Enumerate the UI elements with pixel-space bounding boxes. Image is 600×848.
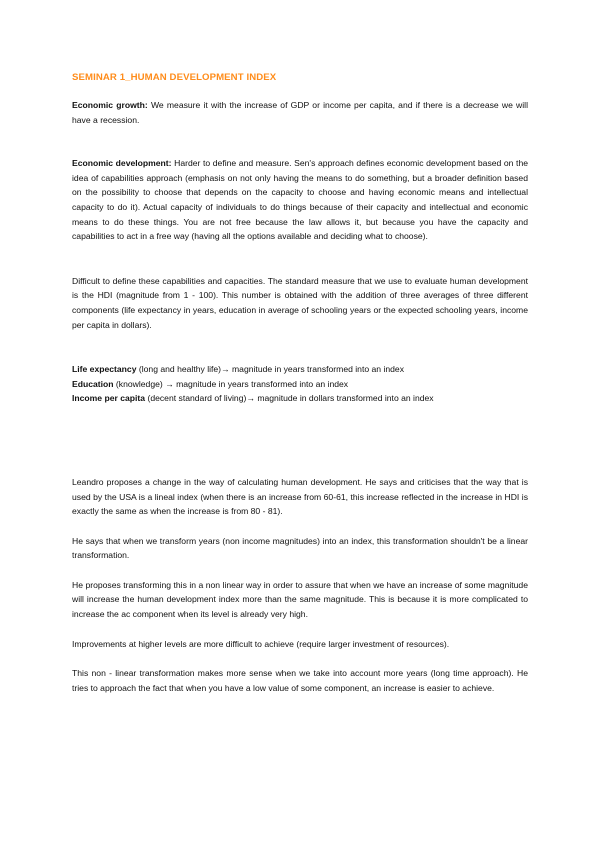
improvements-paragraph: Improvements at higher levels are more difficult to achieve (require larger investment of resources). xyxy=(72,638,450,649)
economic-development-paragraph xyxy=(72,156,528,244)
non-linear-proposal-paragraph: He proposes transforming this in a non linear way in order to assure that when we have an increase of some magnitude will increase the human development index more than the same magnitude. This is because it is more complicated to increase the ac component when its level is already very high. xyxy=(72,579,528,620)
component-education xyxy=(72,377,528,392)
component-income-per-capita xyxy=(72,391,528,406)
component-text: (knowledge) → magnitude in years transformed into an index xyxy=(113,378,349,389)
economic-growth-paragraph xyxy=(72,98,528,127)
non-income-transformation-paragraph: He says that when we transform years (non income magnitudes) into an index, this transformation shouldn't be a linear transformation. xyxy=(72,535,528,561)
document-title: SEMINAR 1_HUMAN DEVELOPMENT INDEX xyxy=(72,72,277,83)
economic-growth-term: Economic growth: xyxy=(72,100,148,110)
component-term: Income per capita xyxy=(72,393,146,404)
economic-growth-text: We measure it with the increase of GDP or income per capita, and if there is a decrease we will have a recession. xyxy=(72,100,528,125)
component-term: Life expectancy xyxy=(72,364,137,375)
components-list xyxy=(72,362,528,406)
leandro-proposal-paragraph: Leandro proposes a change in the way of calculating human development. He says and criticises that the way that is used by the USA is a lineal index (when there is an increase from 60-61, this increase reflected in the increase in HDI is exactly the same as when the increase is from 80 - 81). xyxy=(72,476,528,517)
difficulty-paragraph: Difficult to define these capabilities and capacities. The standard measure that we use to evaluate human development is the HDI (magnitude from 1 - 100). This number is obtained with the addition of three averages of three different components (life expectancy in years, education in average of schooling years or the expected schooling years, income per capita in dollars). xyxy=(72,275,528,330)
component-life-expectancy xyxy=(72,362,528,377)
economic-development-term: Economic development: xyxy=(72,158,172,169)
component-text: (long and healthy life)→ magnitude in years transformed into an index xyxy=(136,364,404,375)
economic-development-text: Harder to define and measure. Sen's approach defines economic development based on the idea of capabilities approach (emphasis on not only having the means to do something, but a broader definition based on the possibility to choose that depends on the capacity to choose and having economic means and intellectual capacity to do it). Actual capacity of individuals to do things because of their capacity and intellectual and economic means to do these things. You are not free because the law allows it, but because you have the capacity and capabilities to act in a free way (having all the options available and deciding what to choose). xyxy=(72,158,529,242)
component-term: Education xyxy=(72,378,114,389)
document-page xyxy=(72,72,528,710)
long-time-approach-paragraph: This non - linear transformation makes more sense when we take into account more years (long time approach). He tries to approach the fact that when you have a low value of some component, an increase is easier to achieve. xyxy=(72,668,528,693)
component-text: (decent standard of living)→ magnitude in dollars transformed into an index xyxy=(145,393,434,404)
